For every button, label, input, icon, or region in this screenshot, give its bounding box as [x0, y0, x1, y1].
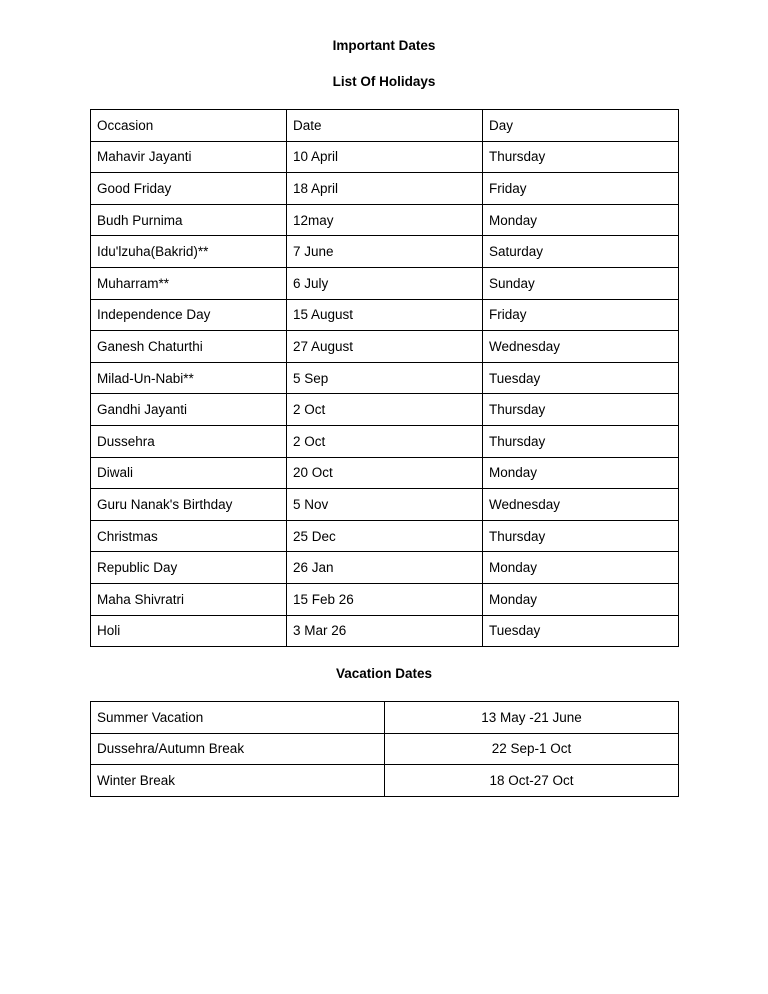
date-cell: 25 Dec — [287, 520, 483, 552]
date-cell: 5 Sep — [287, 362, 483, 394]
occasion-cell: Independence Day — [91, 299, 287, 331]
occasion-cell: Christmas — [91, 520, 287, 552]
table-header-row — [91, 110, 679, 142]
table-row — [91, 765, 679, 797]
vacation-name-cell: Winter Break — [91, 765, 385, 797]
table-row — [91, 425, 679, 457]
header-day: Day — [483, 110, 679, 142]
date-cell: 15 Feb 26 — [287, 583, 483, 615]
occasion-cell: Milad-Un-Nabi** — [91, 362, 287, 394]
occasion-cell: Gandhi Jayanti — [91, 394, 287, 426]
occasion-cell: Budh Purnima — [91, 204, 287, 236]
date-cell: 26 Jan — [287, 552, 483, 584]
day-cell: Tuesday — [483, 362, 679, 394]
table-row — [91, 489, 679, 521]
date-cell: 27 August — [287, 331, 483, 363]
date-cell: 5 Nov — [287, 489, 483, 521]
vacation-section-title: Vacation Dates — [335, 666, 433, 681]
table-row — [91, 702, 679, 734]
day-cell: Thursday — [483, 520, 679, 552]
day-cell: Sunday — [483, 267, 679, 299]
day-cell: Tuesday — [483, 615, 679, 647]
page-title: Important Dates — [332, 38, 436, 53]
occasion-cell: Mahavir Jayanti — [91, 141, 287, 173]
occasion-cell: Guru Nanak's Birthday — [91, 489, 287, 521]
table-row — [91, 583, 679, 615]
table-row — [91, 457, 679, 489]
table-row — [91, 394, 679, 426]
vacation-range-cell: 18 Oct-27 Oct — [385, 765, 679, 797]
vacation-table — [90, 701, 679, 797]
day-cell: Thursday — [483, 394, 679, 426]
day-cell: Monday — [483, 583, 679, 615]
table-row — [91, 615, 679, 647]
occasion-cell: Idu'lzuha(Bakrid)** — [91, 236, 287, 268]
holidays-table-body — [91, 110, 679, 647]
occasion-cell: Holi — [91, 615, 287, 647]
table-row — [91, 173, 679, 205]
table-row — [91, 141, 679, 173]
table-row — [91, 520, 679, 552]
table-row — [91, 267, 679, 299]
date-cell: 2 Oct — [287, 425, 483, 457]
day-cell: Friday — [483, 173, 679, 205]
day-cell: Saturday — [483, 236, 679, 268]
day-cell: Wednesday — [483, 489, 679, 521]
day-cell: Monday — [483, 457, 679, 489]
occasion-cell: Republic Day — [91, 552, 287, 584]
header-date: Date — [287, 110, 483, 142]
vacation-range-cell: 13 May -21 June — [385, 702, 679, 734]
date-cell: 2 Oct — [287, 394, 483, 426]
day-cell: Friday — [483, 299, 679, 331]
date-cell: 15 August — [287, 299, 483, 331]
table-row — [91, 299, 679, 331]
table-row — [91, 236, 679, 268]
day-cell: Monday — [483, 204, 679, 236]
date-cell: 6 July — [287, 267, 483, 299]
day-cell: Monday — [483, 552, 679, 584]
holidays-table — [90, 109, 679, 647]
table-row — [91, 331, 679, 363]
occasion-cell: Maha Shivratri — [91, 583, 287, 615]
occasion-cell: Good Friday — [91, 173, 287, 205]
vacation-range-cell: 22 Sep-1 Oct — [385, 733, 679, 765]
date-cell: 7 June — [287, 236, 483, 268]
date-cell: 18 April — [287, 173, 483, 205]
date-cell: 3 Mar 26 — [287, 615, 483, 647]
day-cell: Thursday — [483, 425, 679, 457]
occasion-cell: Diwali — [91, 457, 287, 489]
header-occasion: Occasion — [91, 110, 287, 142]
table-row — [91, 733, 679, 765]
date-cell: 20 Oct — [287, 457, 483, 489]
holidays-section-title: List Of Holidays — [332, 74, 436, 89]
table-row — [91, 552, 679, 584]
day-cell: Thursday — [483, 141, 679, 173]
vacation-name-cell: Summer Vacation — [91, 702, 385, 734]
date-cell: 12may — [287, 204, 483, 236]
vacation-name-cell: Dussehra/Autumn Break — [91, 733, 385, 765]
day-cell: Wednesday — [483, 331, 679, 363]
occasion-cell: Dussehra — [91, 425, 287, 457]
table-row — [91, 204, 679, 236]
occasion-cell: Ganesh Chaturthi — [91, 331, 287, 363]
table-row — [91, 362, 679, 394]
vacation-table-body — [91, 702, 679, 797]
date-cell: 10 April — [287, 141, 483, 173]
occasion-cell: Muharram** — [91, 267, 287, 299]
